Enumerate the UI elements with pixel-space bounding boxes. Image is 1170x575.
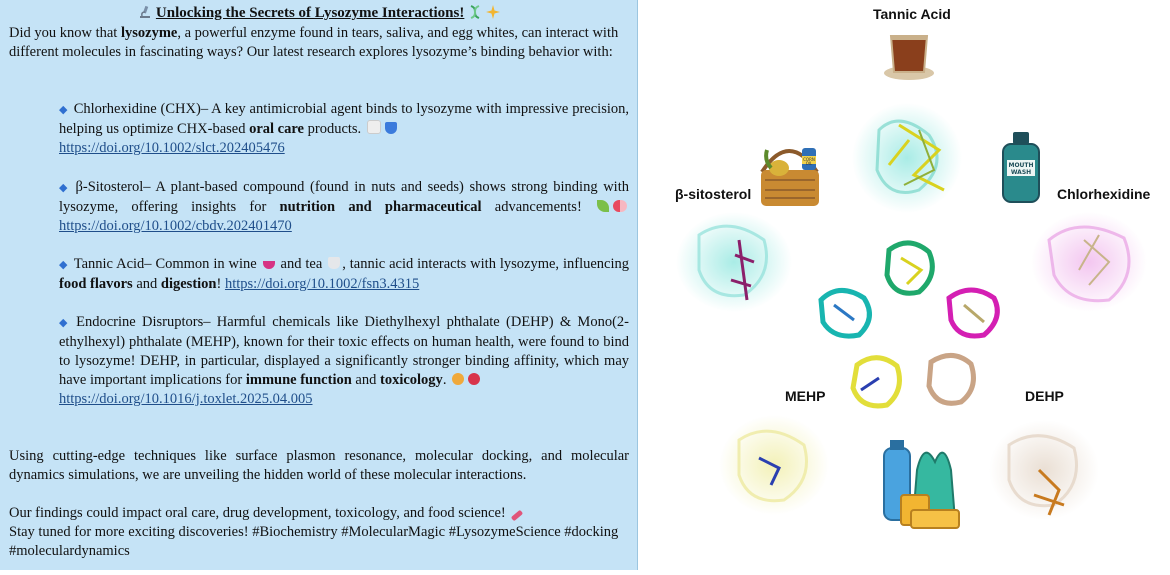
findings-text: Our findings could impact oral care, drug development, toxicology, and food science!: [9, 505, 506, 521]
chlorhexidine-complex: [1031, 212, 1147, 312]
list-item-chlorhexidine: [59, 100, 629, 158]
microscope-icon: [138, 5, 152, 19]
item-bold: nutrition and pharmaceutical: [279, 199, 482, 215]
center-protein-cyan: [821, 290, 869, 336]
tannic-acid-complex: [852, 103, 962, 213]
item-bold: digestion: [160, 276, 217, 292]
item-text: .: [442, 372, 447, 388]
diamond-bullet-icon: ◆: [59, 317, 71, 329]
center-protein-yellow: [853, 358, 899, 406]
item-text: advancements!: [481, 199, 582, 215]
closing-lines: [9, 504, 631, 561]
item-bold: immune function: [245, 372, 352, 388]
dehp-complex: [989, 420, 1099, 520]
sitosterol-complex: [676, 212, 792, 312]
label-chlorhexidine: Chlorhexidine: [1057, 186, 1151, 202]
intro-text: Did you know that: [9, 25, 121, 41]
diamond-bullet-icon: ◆: [59, 182, 70, 194]
tea-cup-icon: [884, 36, 934, 80]
item-text: , tannic acid interacts with lysozyme, influencing: [342, 256, 630, 272]
stop-icon: [468, 373, 480, 385]
item-text: Chlorhexidine (CHX)– A key antimicrobial agent binds to lysozyme with impressive precision, helping us optimize CHX-based: [59, 101, 629, 137]
intro-bold: lysozyme: [120, 25, 178, 41]
doi-link-sitosterol[interactable]: https://doi.org/10.1002/cbdv.202401470: [59, 218, 292, 234]
post-title: [0, 5, 638, 22]
item-bold: food flavors: [59, 276, 133, 292]
intro-text-rest: , a powerful enzyme found in tears, saliva, and egg whites, can interact with different molecules in fascinating ways? Our latest research explores lysozyme’s binding behavior with:: [9, 25, 619, 60]
item-text: Endocrine Disruptors– Harmful chemicals like Diethylhexyl phthalate (DEHP) & Mono(2-ethylhexyl) phthalate (MEHP), known for their toxic effects on human health, were found to bind to lysozyme! DEHP, in particular, displayed a significantly stronger binding affinity, which may have important implications for: [59, 314, 629, 388]
mouthwash-bottle-icon: [1003, 132, 1039, 202]
list-item-sitosterol: [59, 178, 629, 236]
item-text: Tannic Acid– Common in wine: [73, 256, 257, 272]
tooth-icon: [367, 120, 381, 134]
item-text: and: [351, 372, 380, 388]
post-title-text: Unlocking the Secrets of Lysozyme Interactions!: [155, 5, 465, 21]
syringe-icon: [511, 510, 523, 522]
leaf-icon: [597, 200, 609, 212]
diamond-bullet-icon: ◆: [59, 259, 68, 271]
label-tannic-acid: Tannic Acid: [873, 6, 951, 22]
item-bold: toxicology: [379, 372, 443, 388]
item-text: products.: [303, 121, 362, 137]
pill-icon: [613, 200, 627, 212]
center-protein-tan: [929, 355, 973, 403]
item-text: !: [216, 276, 222, 292]
diamond-bullet-icon: ◆: [59, 104, 68, 116]
label-sitosterol: β-sitosterol: [675, 186, 752, 202]
center-protein-green: [887, 243, 932, 293]
food-basket-icon: [761, 148, 819, 206]
dna-icon: [468, 5, 482, 19]
label-mehp: MEHP: [785, 388, 826, 404]
teacup-icon: [328, 257, 340, 269]
item-bold: oral care: [249, 121, 304, 137]
hashtags-text: Stay tuned for more exciting discoveries! #Biochemistry #MolecularMagic #LysozymeScience #docking #moleculardynamics: [9, 524, 619, 559]
shield-icon: [385, 122, 397, 134]
wine-glass-icon: [263, 261, 275, 269]
list-item-tannic-acid: [59, 255, 629, 294]
corn-oil-text-2: OIL: [805, 161, 813, 166]
mouthwash-text-1: MOUTH: [1008, 162, 1034, 169]
mouthwash-text-2: WASH: [1010, 169, 1032, 176]
plastic-items-icon: [884, 440, 959, 528]
list-item-endocrine-disruptors: [59, 313, 629, 409]
doi-link-tannic[interactable]: https://doi.org/10.1002/fsn3.4315: [224, 276, 420, 292]
item-text: and tea: [276, 256, 327, 272]
mehp-complex: [719, 415, 829, 515]
closing-text: Using cutting-edge techniques like surface plasmon resonance, molecular docking, and molecular dynamics simulations, we are unveiling the hidden world of these molecular interactions.: [9, 448, 629, 483]
figure-panel: [639, 0, 1170, 570]
doi-link-chx[interactable]: https://doi.org/10.1002/slct.202405476: [59, 140, 285, 156]
closing-paragraph: [9, 447, 629, 485]
item-text: β-Sitosterol– A plant-based compound (found in nuts and seeds) shows strong binding with lysozyme, offering insights for: [59, 179, 629, 215]
intro-paragraph: [9, 24, 629, 62]
center-protein-magenta: [949, 290, 997, 336]
doi-link-dehp[interactable]: https://doi.org/10.1016/j.toxlet.2025.04.005: [59, 391, 313, 407]
biohazard-icon: [452, 373, 464, 385]
label-dehp: DEHP: [1025, 388, 1064, 404]
lysozyme-figure: [639, 0, 1170, 570]
corn-oil-text: CORN: [803, 157, 815, 162]
sparkles-icon: [486, 5, 500, 19]
item-text: and: [132, 276, 161, 292]
